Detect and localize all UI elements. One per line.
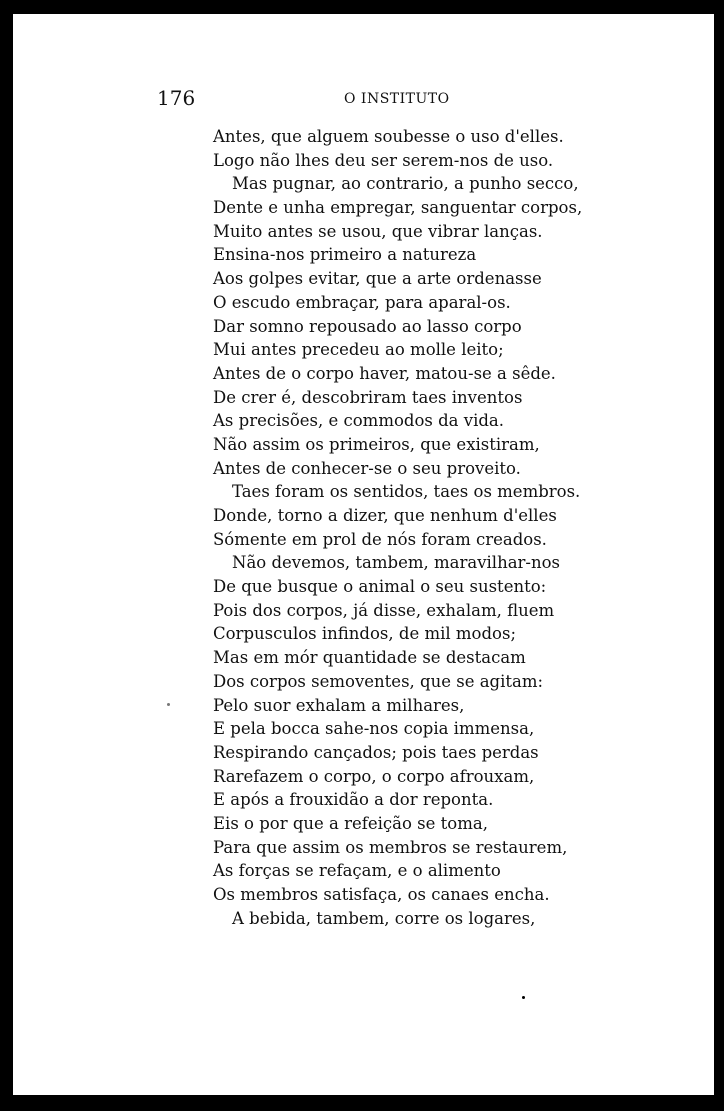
verse-line: Dar somno repousado ao lasso corpo (213, 316, 522, 336)
verse-line: Sómente em prol de nós foram creados. (213, 529, 547, 549)
verse-line: Respirando cançados; pois taes perdas (213, 742, 539, 762)
ink-speck (167, 703, 170, 706)
verse-line: Antes, que alguem soubesse o uso d'elles. (213, 127, 564, 146)
verse-line: Mas em mór quantidade se destacam (213, 648, 526, 668)
verse-line: E pela bocca sahe-nos copia immensa, (213, 719, 535, 739)
verse-line: Os membros satisfaça, os canaes encha. (213, 885, 550, 904)
verse-line: De crer é, descobriram taes inventos (213, 387, 523, 407)
verse-line: O escudo embraçar, para aparal-os. (213, 292, 511, 312)
running-title: O INSTITUTO (344, 91, 450, 107)
verse-line: Muito antes se usou, que vibrar lanças. (213, 221, 543, 241)
verse-line: A bebida, tambem, corre os logares, (232, 908, 536, 928)
verse-line: Eis o por que a refeição se toma, (213, 813, 488, 833)
verse-line: Mas pugnar, ao contrario, a punho secco, (232, 174, 579, 194)
verse-line: As forças se refaçam, e o alimento (213, 861, 501, 881)
verse-line: Corpusculos infindos, de mil modos; (213, 624, 517, 644)
verse-line: Logo não lhes deu ser serem-nos de uso. (213, 150, 554, 170)
verse-line: Rarefazem o corpo, o corpo afrouxam, (213, 766, 535, 786)
verse-line: Taes foram os sentidos, taes os membros. (232, 482, 581, 502)
verse-line: Ensina-nos primeiro a natureza (213, 245, 477, 265)
verse-line: Aos golpes evitar, que a arte ordenasse (213, 269, 542, 289)
verse-line: As precisões, e commodos da vida. (213, 411, 504, 431)
verse-line: Antes de o corpo haver, matou-se a sêde. (213, 363, 556, 383)
verse-line: Para que assim os membros se restaurem, (213, 837, 568, 857)
verse-line: Antes de conhecer-se o seu proveito. (213, 458, 521, 478)
verse-line: Pois dos corpos, já disse, exhalam, fluem (213, 600, 555, 620)
verse-line: E após a frouxidão a dor reponta. (213, 790, 494, 810)
verse-line: Dos corpos semoventes, que se agitam: (213, 671, 544, 691)
verse-line: Mui antes precedeu ao molle leito; (213, 340, 504, 360)
verse-line: Não devemos, tambem, maravilhar-nos (232, 553, 561, 573)
verse-line: Pelo suor exhalam a milhares, (213, 695, 465, 715)
ink-speck (522, 996, 525, 999)
page-number: 176 (157, 86, 196, 110)
verse-line: Não assim os primeiros, que existiram, (213, 434, 540, 454)
verse-line: Dente e unha empregar, sanguentar corpos, (213, 198, 583, 218)
verse-line: Donde, torno a dizer, que nenhum d'elles (213, 506, 557, 525)
poem-text (213, 125, 582, 930)
verse-line: De que busque o animal o seu sustento: (213, 577, 547, 597)
